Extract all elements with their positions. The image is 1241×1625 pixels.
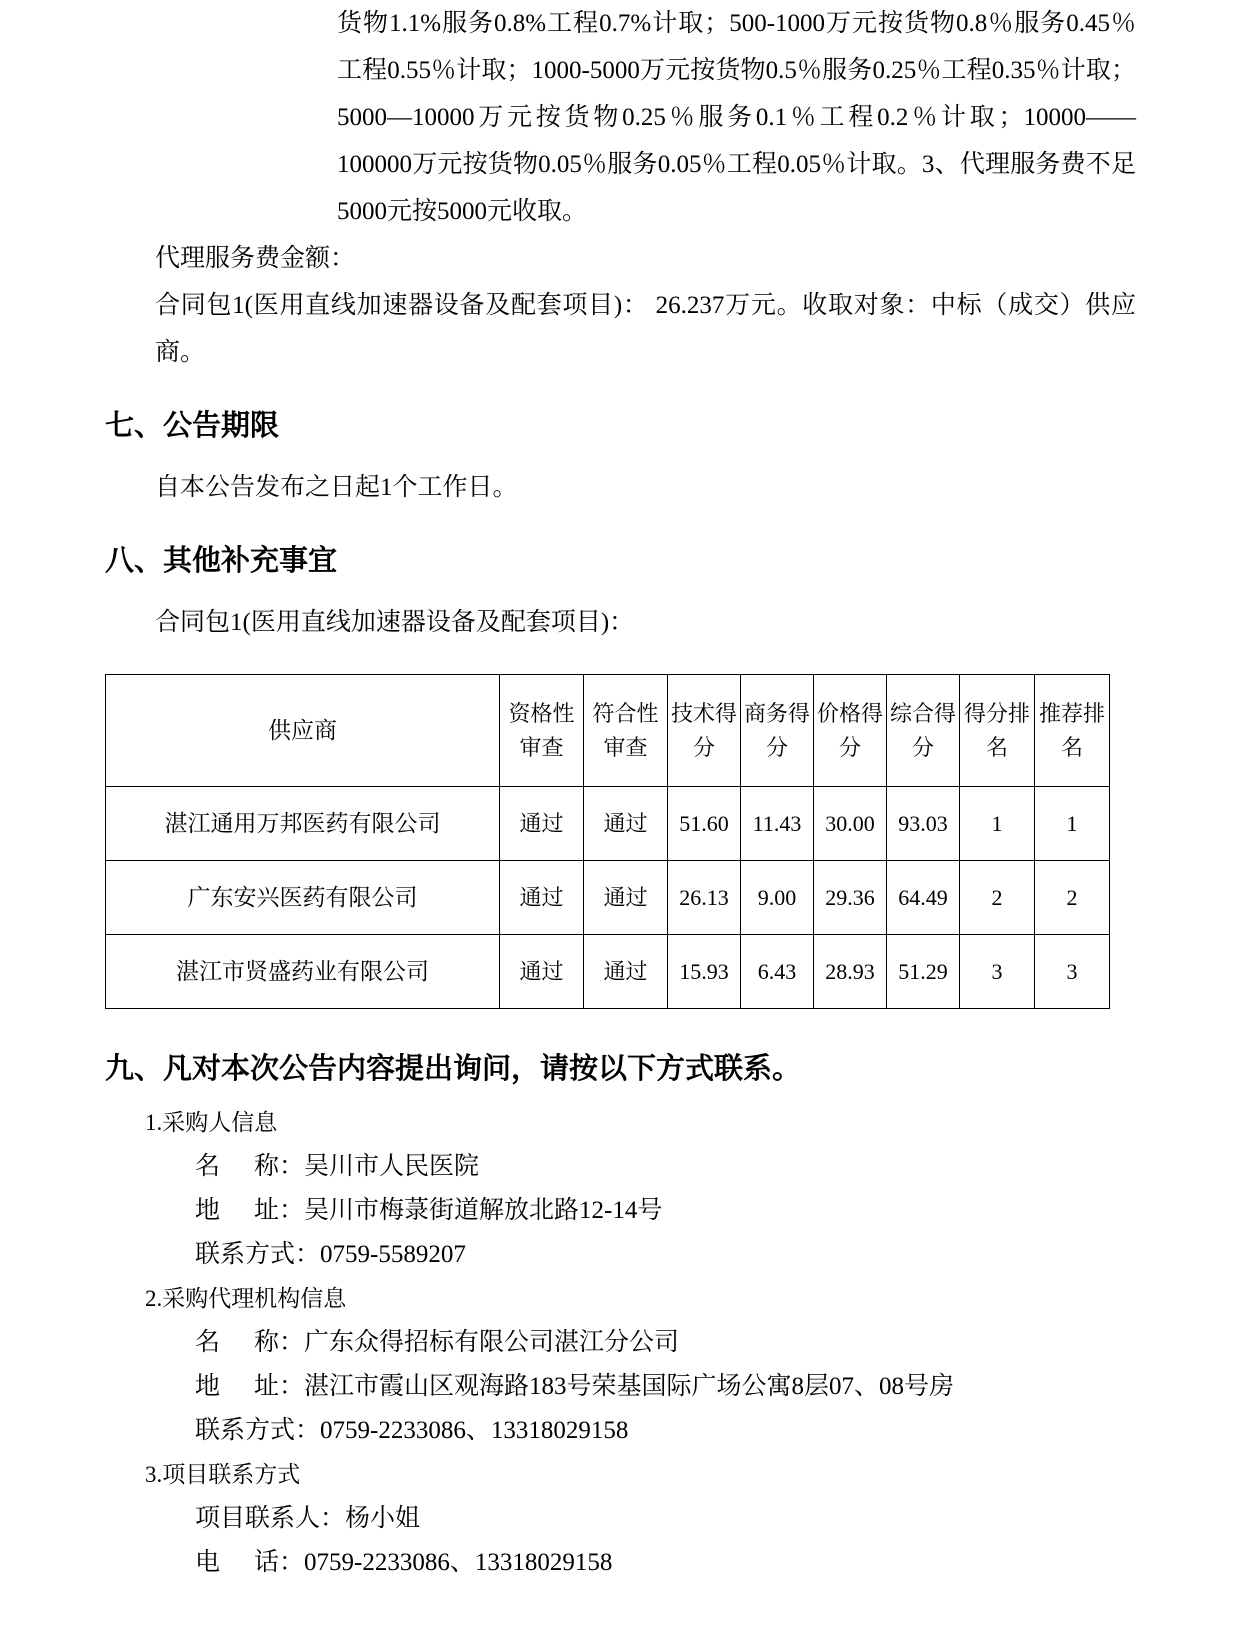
table-row — [106, 861, 1110, 935]
spacer — [105, 1091, 1136, 1101]
spacer — [105, 376, 1136, 404]
field-value: 0759-5589207 — [320, 1241, 466, 1268]
spacer — [105, 1009, 1136, 1047]
cell-score-rank: 3 — [960, 935, 1035, 1009]
field-value: 杨小姐 — [345, 1505, 421, 1532]
table-header-supplier: 供应商 — [106, 675, 500, 787]
section-eight-heading: 八、其他补充事宜 — [105, 545, 338, 577]
cell-compliance-review: 通过 — [584, 861, 668, 935]
cell-total-score: 51.29 — [887, 935, 960, 1009]
contact-group-number: 2. — [145, 1286, 163, 1311]
agency-fee-amount-detail: 合同包1(医用直线加速器设备及配套项目)： 26.237万元。收取对象：中标（成交）供应商。 — [155, 292, 1136, 366]
field-label: 项目联系人 — [195, 1505, 321, 1532]
table-header-score-rank: 得分排名 — [960, 675, 1035, 787]
table-header-qualification-review: 资格性审查 — [500, 675, 584, 787]
cell-recommend-rank: 3 — [1035, 935, 1110, 1009]
cell-score-rank: 1 — [960, 787, 1035, 861]
field-label-2: 址 — [254, 1197, 280, 1224]
field-value: 吴川市人民医院 — [304, 1153, 480, 1180]
contact-group-title — [105, 1277, 1136, 1321]
table-row — [106, 935, 1110, 1009]
spacer — [105, 511, 1136, 539]
contact-group-name: 项目联系方式 — [162, 1462, 301, 1487]
agency-field-address: 地 址：湛江市霞山区观海路183号荣基国际广场公寓8层07、08号房 — [195, 1373, 955, 1400]
field-value: 0759-2233086、13318029158 — [304, 1549, 613, 1576]
cell-score-rank: 2 — [960, 861, 1035, 935]
section-eight-package-label: 合同包1(医用直线加速器设备及配套项目)： — [155, 609, 635, 636]
cell-technical-score: 51.60 — [668, 787, 741, 861]
cell-supplier: 湛江通用万邦医药有限公司 — [106, 787, 500, 861]
project-contact-person: 项目联系人：杨小姐 — [195, 1505, 421, 1532]
section-seven-body: 自本公告发布之日起1个工作日。 — [155, 474, 518, 501]
contact-group-title — [105, 1453, 1136, 1497]
table-header-compliance-review: 符合性审查 — [584, 675, 668, 787]
table-header-technical-score: 技术得分 — [668, 675, 741, 787]
cell-technical-score: 26.13 — [668, 861, 741, 935]
spacer — [105, 583, 1136, 599]
spacer — [105, 646, 1136, 674]
cell-qualification-review: 通过 — [500, 935, 584, 1009]
field-label: 名 — [195, 1153, 221, 1180]
table-header-recommend-rank: 推荐排名 — [1035, 675, 1110, 787]
field-label: 电 — [195, 1549, 221, 1576]
field-label: 名 — [195, 1329, 221, 1356]
contact-group-number: 1. — [145, 1110, 163, 1135]
table-header-total-score: 综合得分 — [887, 675, 960, 787]
contact-field-name: 名 称：吴川市人民医院 — [195, 1153, 480, 1180]
cell-technical-score: 15.93 — [668, 935, 741, 1009]
field-label: 地 — [195, 1373, 221, 1400]
table-header-business-score: 商务得分 — [741, 675, 814, 787]
contact-group-number: 3. — [145, 1462, 163, 1487]
table-header-price-score: 价格得分 — [814, 675, 887, 787]
spacer — [105, 448, 1136, 464]
field-value: 湛江市霞山区观海路183号荣基国际广场公寓8层07、08号房 — [304, 1373, 955, 1400]
table-row — [106, 787, 1110, 861]
evaluation-result-table — [105, 674, 1110, 1009]
agency-field-name: 名 称：广东众得招标有限公司湛江分公司 — [195, 1329, 680, 1356]
contact-field-phone: 联系方式：0759-5589207 — [195, 1241, 466, 1268]
field-label: 联系方式 — [195, 1417, 296, 1444]
cell-supplier: 湛江市贤盛药业有限公司 — [106, 935, 500, 1009]
cell-qualification-review: 通过 — [500, 787, 584, 861]
section-seven-heading: 七、公告期限 — [105, 410, 280, 442]
field-value: 广东众得招标有限公司湛江分公司 — [304, 1329, 680, 1356]
contact-group-title — [105, 1101, 1136, 1145]
field-value: 吴川市梅菉街道解放北路12-14号 — [304, 1197, 663, 1224]
cell-business-score: 11.43 — [741, 787, 814, 861]
table-header-row — [106, 675, 1110, 787]
cell-qualification-review: 通过 — [500, 861, 584, 935]
field-label: 地 — [195, 1197, 221, 1224]
cell-supplier: 广东安兴医药有限公司 — [106, 861, 500, 935]
field-label-2: 话 — [254, 1549, 280, 1576]
contact-group-name: 采购人信息 — [162, 1110, 278, 1135]
agency-field-phone: 联系方式：0759-2233086、13318029158 — [195, 1417, 629, 1444]
cell-price-score: 30.00 — [814, 787, 887, 861]
contact-field-address: 地 址：吴川市梅菉街道解放北路12-14号 — [195, 1197, 663, 1224]
field-value: 0759-2233086、13318029158 — [320, 1417, 629, 1444]
section-nine-heading: 九、凡对本次公告内容提出询问，请按以下方式联系。 — [105, 1053, 802, 1085]
cell-compliance-review: 通过 — [584, 935, 668, 1009]
cell-compliance-review: 通过 — [584, 787, 668, 861]
agency-fee-amount-label: 代理服务费金额： — [155, 245, 356, 272]
cell-total-score: 93.03 — [887, 787, 960, 861]
cell-total-score: 64.49 — [887, 861, 960, 935]
field-label-2: 称 — [254, 1153, 280, 1180]
field-label-2: 址 — [254, 1373, 280, 1400]
cell-price-score: 29.36 — [814, 861, 887, 935]
cell-recommend-rank: 1 — [1035, 787, 1110, 861]
field-label-2: 称 — [254, 1329, 280, 1356]
cell-business-score: 6.43 — [741, 935, 814, 1009]
agency-fee-rate-paragraph: 货物1.1%服务0.8%工程0.7%计取；500-1000万元按货物0.8％服务0.45％工程0.55％计取；1000-5000万元按货物0.5％服务0.25％工程0.35％计取；5000—10000万元按货物0.25％服务0.1％工程0.2％计取；10000——100000万元按货物0.05％服务0.05％工程0.05％计取。3、代理服务费不足5000元按5000元收取。 — [337, 10, 1136, 225]
project-contact-phone: 电 话：0759-2233086、13318029158 — [195, 1549, 613, 1576]
cell-recommend-rank: 2 — [1035, 861, 1110, 935]
cell-price-score: 28.93 — [814, 935, 887, 1009]
cell-business-score: 9.00 — [741, 861, 814, 935]
field-label: 联系方式 — [195, 1241, 296, 1268]
contact-group-name: 采购代理机构信息 — [162, 1286, 347, 1311]
